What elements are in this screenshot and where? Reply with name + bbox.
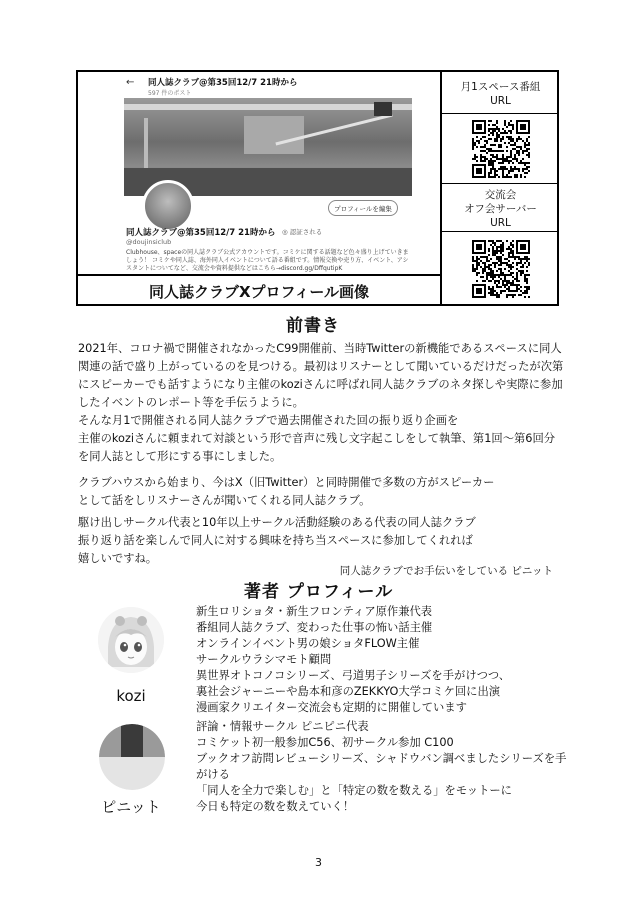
server-cell: [442, 184, 559, 232]
space-program-url-label: URL: [490, 95, 511, 107]
page-number: 3: [315, 856, 322, 869]
back-arrow-icon: ←: [126, 77, 135, 88]
kozi-bio: 新生ロリショタ・新生フロンティア原作兼代表 番組同人誌クラブ、変わった仕事の怖い話主催 オンラインイベント男の娘ショタFLOW主催 サークルウラシマモト顧問 異世界オトコノコシリーズ、弓道男子シリーズを手がけつつ、 裏社会ジャーニーや島本和彦のZEKKYO大学コミケ回に出演 漫画家クリエイター交流会も定期的に開催しています: [196, 605, 511, 714]
x-header-title: 同人誌クラブ@第35回12/7 21時から: [148, 78, 298, 88]
pinitto-bio: 評論・情報サークル ピニピニ代表 コミケット初一般参加C56、初サークル参加 C100 ブックオフ訪問レビューシリーズ、シャドウバン調べましたシリーズを手がける 「同人を全力で楽しむ」と「特定の数を数える」をモットーに 今日も特定の数を数えていく！: [196, 720, 567, 813]
server-url-label: URL: [490, 217, 511, 229]
kozi-name: kozi: [116, 687, 146, 705]
space-qr-cell: [442, 114, 559, 184]
qr-code-icon[interactable]: [472, 240, 530, 298]
author-profile-title: 著者 プロフィール: [244, 582, 394, 602]
header-box: [76, 70, 559, 306]
screenshot-caption: 同人誌クラブXプロフィール画像: [78, 276, 442, 306]
x-profile-mock: [118, 74, 418, 272]
foreword-paragraph-3: クラブハウスから始まり、今はX（旧Twitter）と同時開催で多数の方がスピーカー として話をしリスナーさんが聞いてくれる同人誌クラブ。: [78, 476, 495, 507]
x-profile-name: 同人誌クラブ@第35回12/7 21時から: [126, 228, 276, 238]
foreword-paragraph-1: 2021年、コロナ禍で開催されなかったC99開催前、当時Twitterの新機能であるスペースに同人関連の話で盛り上がっているのを見つける。最初はリスナーとして聞いているだけだったが次第にスピーカーでも話すようになり主催のkoziさんに呼ばれ同人誌クラブのネタ探しや実際に参加したイベントのレポート等を手伝うように。: [78, 342, 564, 409]
server-title-line1: 交流会: [484, 189, 517, 201]
x-profile-screenshot: [78, 72, 442, 276]
pinitto-name: ピニット: [101, 798, 161, 816]
link-column: [442, 72, 559, 306]
foreword-title: 前書き: [286, 316, 340, 336]
x-handle: @doujinsiclub: [126, 238, 172, 246]
pinitto-portrait-icon: [99, 724, 165, 790]
qr-code-icon[interactable]: [472, 120, 530, 178]
foreword-signature: 同人誌クラブでお手伝いをしている ピニット: [339, 565, 553, 577]
x-bio: Clubhouse、spaceの同人誌クラブ公式アカウントです。コミケに関する話題など色々盛り上げていきましょう！ コミケや同人誌、海外同人イベントについて語る番組です。情報交換や売り方、イベント、アシスタントについてなど、交流会や資料提供などはこちら→discord.gg/DffqutipK: [126, 249, 409, 272]
kozi-avatar: [98, 607, 164, 673]
server-qr-cell: [442, 232, 559, 306]
x-verified-label: ◎ 認証される: [282, 228, 323, 236]
x-post-count: 597 件のポスト: [148, 90, 192, 97]
foreword-paragraph-4: 駆け出しサークル代表と10年以上サークル活動経験のある代表の同人誌クラブ 振り返り話を楽しんで同人に対する興味を持ち当スペースに参加してくれれば 嬉しいですね。: [78, 516, 476, 565]
kozi-portrait-icon: [98, 607, 164, 673]
server-title-line2: オフ会サーバー: [464, 203, 537, 215]
space-program-title: 月1スペース番組: [460, 81, 541, 93]
edit-profile-button[interactable]: プロフィールを編集: [328, 200, 398, 216]
foreword-paragraph-2: そんな月1で開催される同人誌クラブで過去開催された回の振り返り企画を 主催のkoziさんに頼まれて対談という形で音声に残し文字起こしをして執筆、第1回～第6回分を同人誌として形にする事にしました。: [78, 414, 556, 463]
pinitto-avatar: [99, 724, 165, 790]
x-avatar: [142, 180, 194, 232]
space-program-cell: [442, 72, 559, 114]
